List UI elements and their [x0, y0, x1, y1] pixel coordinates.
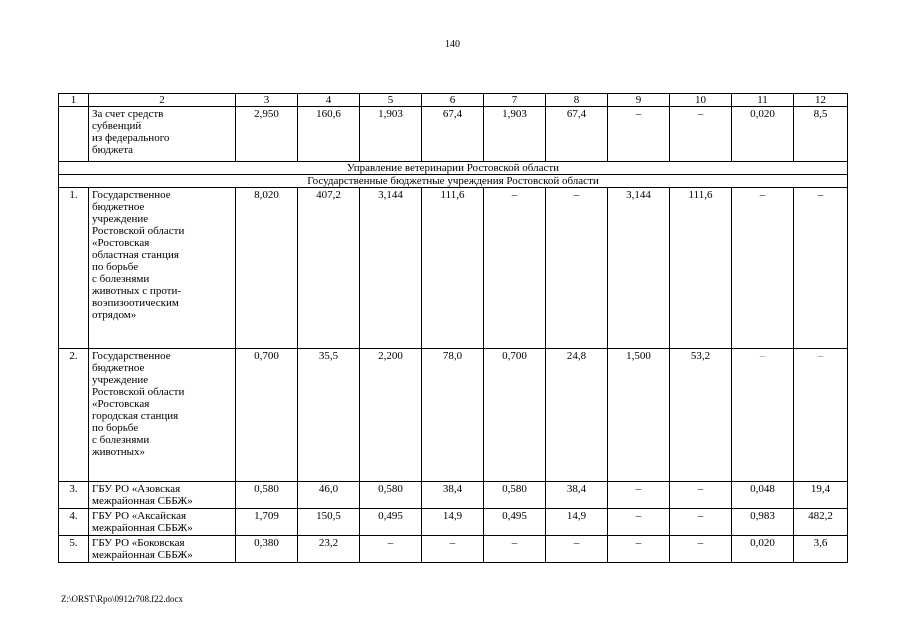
- column-number-3: 3: [236, 94, 298, 107]
- row-number: 3.: [59, 482, 89, 509]
- value-cell: 482,2: [794, 509, 848, 536]
- value-cell: 19,4: [794, 482, 848, 509]
- row-number: 1.: [59, 188, 89, 349]
- value-cell: –: [608, 536, 670, 563]
- value-cell: –: [608, 482, 670, 509]
- file-path: Z:\ORST\Rpo\0912r708.f22.docx: [61, 594, 183, 604]
- value-cell: 1,709: [236, 509, 298, 536]
- value-cell: 38,4: [422, 482, 484, 509]
- value-cell: 0,580: [236, 482, 298, 509]
- value-cell: 2,950: [236, 107, 298, 162]
- value-cell: –: [546, 536, 608, 563]
- row-label: ГБУ РО «Боковская межрайонная СББЖ»: [89, 536, 236, 563]
- table-row: [59, 188, 848, 349]
- column-number-2: 2: [89, 94, 236, 107]
- value-cell: 150,5: [298, 509, 360, 536]
- value-cell: 3,144: [608, 188, 670, 349]
- table-row: [59, 107, 848, 162]
- value-cell: 0,495: [484, 509, 546, 536]
- value-cell: –: [670, 509, 732, 536]
- value-cell: 14,9: [422, 509, 484, 536]
- value-cell: –: [360, 536, 422, 563]
- value-cell: 78,0: [422, 349, 484, 482]
- table-row: [59, 349, 848, 482]
- value-cell: 24,8: [546, 349, 608, 482]
- value-cell: 0,020: [732, 536, 794, 563]
- row-label: ГБУ РО «Аксайская межрайонная СББЖ»: [89, 509, 236, 536]
- column-number-11: 11: [732, 94, 794, 107]
- value-cell: 3,144: [360, 188, 422, 349]
- value-cell: –: [546, 188, 608, 349]
- value-cell: 67,4: [546, 107, 608, 162]
- value-cell: 3,6: [794, 536, 848, 563]
- row-number-cell: [59, 107, 89, 162]
- value-cell: –: [670, 536, 732, 563]
- value-cell: 1,500: [608, 349, 670, 482]
- row-number: 2.: [59, 349, 89, 482]
- value-cell: 1,903: [484, 107, 546, 162]
- row-label: Государственное бюджетное учреждение Ростовской области «Ростовская областная станция по борьбе с болезнями животных с проти- воэпизоотическим отрядом»: [89, 188, 236, 349]
- value-cell: 23,2: [298, 536, 360, 563]
- column-number-8: 8: [546, 94, 608, 107]
- column-number-4: 4: [298, 94, 360, 107]
- value-cell: –: [794, 188, 848, 349]
- column-number-10: 10: [670, 94, 732, 107]
- column-number-7: 7: [484, 94, 546, 107]
- row-label: За счет средств субвенций из федерального бюджета: [89, 107, 236, 162]
- table-row: [59, 482, 848, 509]
- value-cell: 407,2: [298, 188, 360, 349]
- section-title-row: [59, 162, 848, 175]
- value-cell: 0,983: [732, 509, 794, 536]
- value-cell: 0,020: [732, 107, 794, 162]
- table-row: [59, 536, 848, 563]
- value-cell: –: [670, 107, 732, 162]
- value-cell: 14,9: [546, 509, 608, 536]
- value-cell: 160,6: [298, 107, 360, 162]
- column-number-6: 6: [422, 94, 484, 107]
- value-cell: 0,495: [360, 509, 422, 536]
- value-cell: 1,903: [360, 107, 422, 162]
- section-title: Управление ветеринарии Ростовской области: [59, 162, 848, 175]
- value-cell: 8,5: [794, 107, 848, 162]
- value-cell: 53,2: [670, 349, 732, 482]
- value-cell: 0,580: [484, 482, 546, 509]
- value-cell: 67,4: [422, 107, 484, 162]
- value-cell: –: [484, 188, 546, 349]
- page-number: 140: [445, 39, 460, 50]
- column-number-9: 9: [608, 94, 670, 107]
- table-row: [59, 509, 848, 536]
- row-label: ГБУ РО «Азовская межрайонная СББЖ»: [89, 482, 236, 509]
- value-cell: 0,700: [484, 349, 546, 482]
- value-cell: –: [422, 536, 484, 563]
- value-cell: –: [484, 536, 546, 563]
- column-number-1: 1: [59, 94, 89, 107]
- value-cell: –: [608, 509, 670, 536]
- column-number-row: [59, 94, 848, 107]
- value-cell: –: [732, 349, 794, 482]
- row-label: Государственное бюджетное учреждение Ростовской области «Ростовская городская станция по борьбе с болезнями животных»: [89, 349, 236, 482]
- subsection-title: Государственные бюджетные учреждения Ростовской области: [59, 175, 848, 188]
- value-cell: 0,380: [236, 536, 298, 563]
- column-number-5: 5: [360, 94, 422, 107]
- value-cell: 8,020: [236, 188, 298, 349]
- value-cell: –: [670, 482, 732, 509]
- value-cell: 38,4: [546, 482, 608, 509]
- value-cell: 111,6: [422, 188, 484, 349]
- column-number-12: 12: [794, 94, 848, 107]
- value-cell: 46,0: [298, 482, 360, 509]
- row-number: 5.: [59, 536, 89, 563]
- value-cell: 0,700: [236, 349, 298, 482]
- subsection-title-row: [59, 175, 848, 188]
- value-cell: –: [608, 107, 670, 162]
- data-table: [58, 93, 848, 563]
- value-cell: 111,6: [670, 188, 732, 349]
- value-cell: 0,580: [360, 482, 422, 509]
- value-cell: –: [732, 188, 794, 349]
- value-cell: 2,200: [360, 349, 422, 482]
- value-cell: 35,5: [298, 349, 360, 482]
- value-cell: –: [794, 349, 848, 482]
- row-number: 4.: [59, 509, 89, 536]
- value-cell: 0,048: [732, 482, 794, 509]
